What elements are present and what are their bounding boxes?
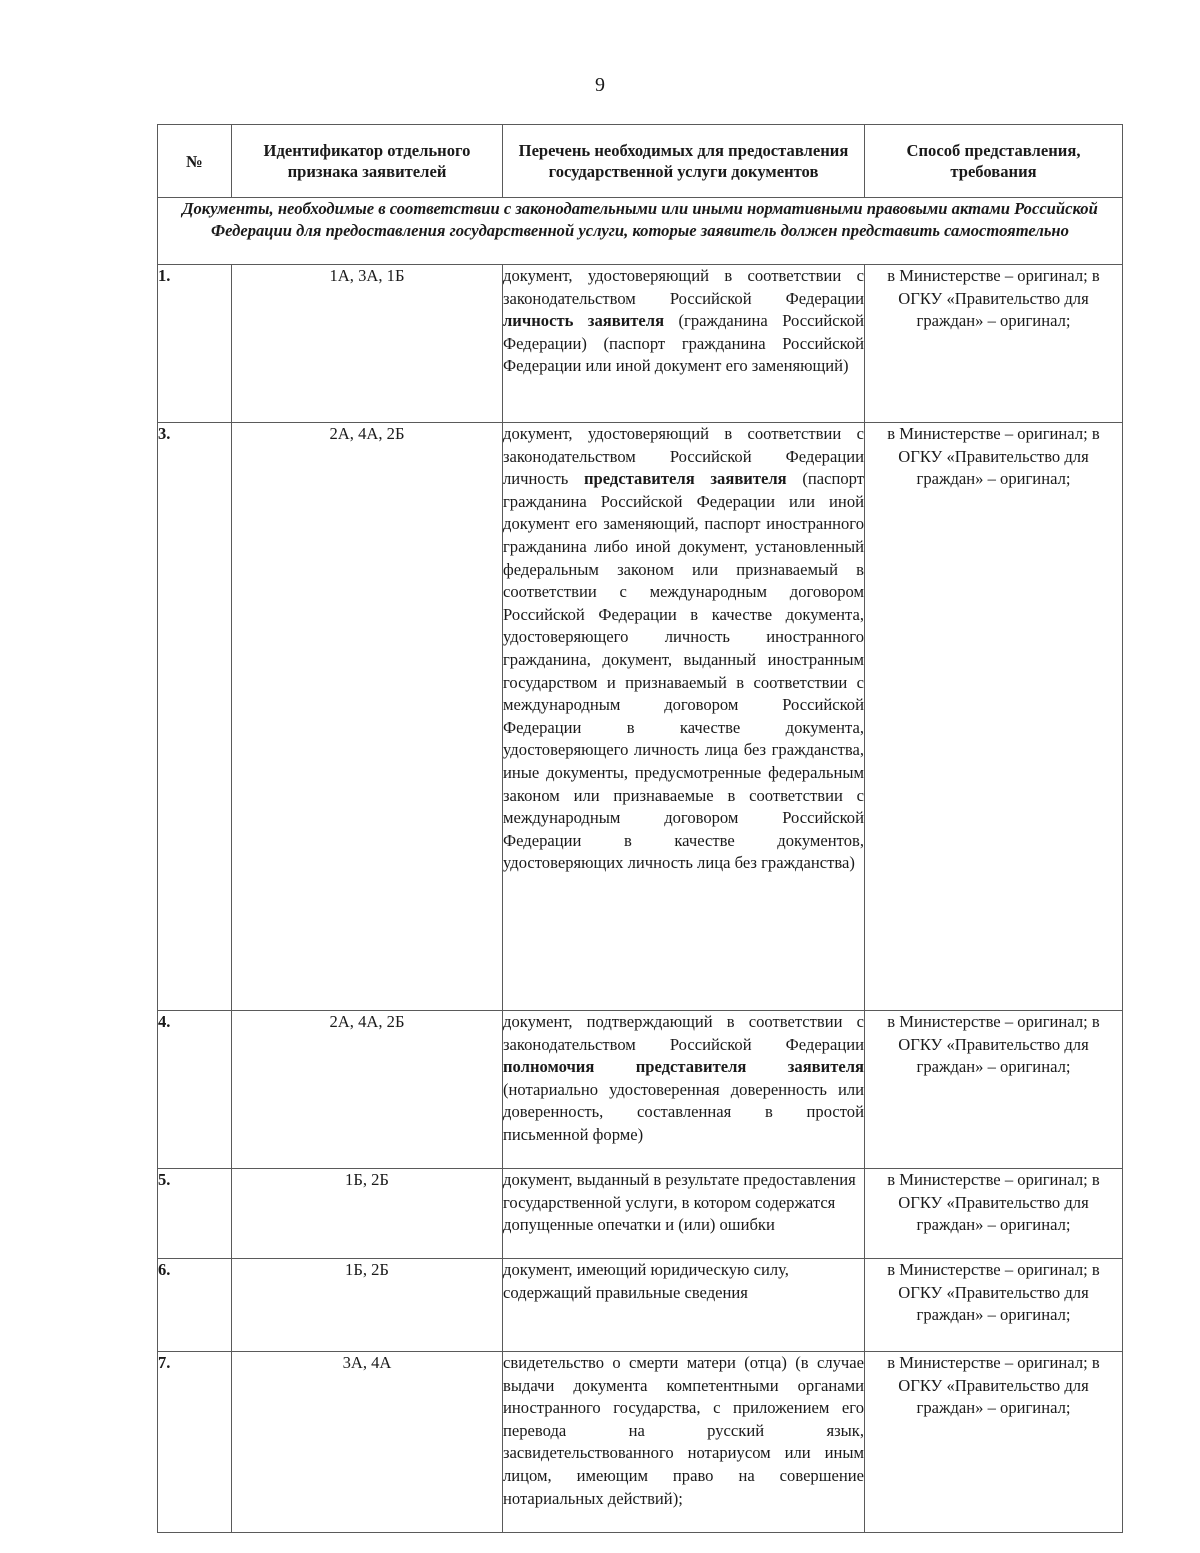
- table-row: [158, 1259, 1123, 1352]
- row-documents-text: (гражданина Российской Федерации) (паспорт гражданина Российской Федерации или иной документ его заменяющий): [503, 311, 864, 376]
- row-method: в Министерстве – оригинал; в ОГКУ «Правительство для граждан» – оригинал;: [865, 1011, 1123, 1169]
- row-num: 6.: [158, 1259, 232, 1352]
- row-documents-text: документ, удостоверяющий в соответствии с законодательством Российской Федерации личность: [503, 424, 864, 489]
- row-method: в Министерстве – оригинал; в ОГКУ «Правительство для граждан» – оригинал;: [865, 1169, 1123, 1259]
- row-documents-text: документ, выданный в результате предоставления государственной услуги, в котором содержатся допущенные опечатки и (или) ошибки: [503, 1170, 856, 1235]
- row-documents: [503, 1259, 865, 1352]
- header-identifier: Идентификатор отдельного признака заявителей: [232, 125, 503, 198]
- table-row: [158, 265, 1123, 423]
- row-documents-text: (паспорт гражданина Российской Федерации или иной документ его заменяющий, паспорт иностранного гражданина либо иной документ, установленный федеральным законом или признаваемый в соответствии с международным договором Российской Федерации в качестве документа, удостоверяющего личность иностранного гражданина, документ, выданный иностранным государством и признаваемый в соответствии с международным договором Российской Федерации в качестве документа, удостоверяющего личность лица без гражданства, иные документы, предусмотренные федеральным законом или признаваемые в соответствии с международным договором Российской Федерации в качестве документов, удостоверяющих личность лица без гражданства): [503, 469, 865, 873]
- row-num: 3.: [158, 423, 232, 1011]
- page-number: 9: [595, 74, 605, 96]
- table-row: [158, 423, 1123, 1011]
- row-method: в Министерстве – оригинал; в ОГКУ «Правительство для граждан» – оригинал;: [865, 423, 1123, 1011]
- row-documents: [503, 1352, 865, 1533]
- section-title: Документы, необходимые в соответствии с законодательными или иными нормативными правовыми актами Российской Федерации для предоставления государственной услуги, которые заявитель должен представить самостоятельно: [158, 198, 1123, 265]
- header-method: Способ представления, требования: [865, 125, 1123, 198]
- row-documents: [503, 1169, 865, 1259]
- row-identifiers: 1Б, 2Б: [232, 1259, 503, 1352]
- row-identifiers: 2А, 4А, 2Б: [232, 423, 503, 1011]
- row-method: в Министерстве – оригинал; в ОГКУ «Правительство для граждан» – оригинал;: [865, 265, 1123, 423]
- row-identifiers: 1Б, 2Б: [232, 1169, 503, 1259]
- row-method: в Министерстве – оригинал; в ОГКУ «Правительство для граждан» – оригинал;: [865, 1259, 1123, 1352]
- table-row: [158, 1011, 1123, 1169]
- row-identifiers: 1А, 3А, 1Б: [232, 265, 503, 423]
- table-row: [158, 1169, 1123, 1259]
- row-documents-bold: полномочия представителя заявителя: [503, 1057, 864, 1077]
- row-documents-text: документ, удостоверяющий в соответствии с законодательством Российской Федерации: [503, 266, 864, 308]
- section-row: [158, 198, 1123, 265]
- row-documents-text: (нотариально удостоверенная доверенность или доверенность, составленная в простой письменной форме): [503, 1079, 864, 1144]
- row-num: 5.: [158, 1169, 232, 1259]
- row-documents-text: свидетельство о смерти матери (отца) (в случае выдачи документа компетентными органами иностранного государства, с приложением его перевода на русский язык, засвидетельствованного нотариусом или иным лицом, имеющим право на совершение нотариальных действий);: [503, 1353, 864, 1508]
- table-row: [158, 1352, 1123, 1533]
- row-identifiers: 2А, 4А, 2Б: [232, 1011, 503, 1169]
- row-num: 1.: [158, 265, 232, 423]
- row-documents-text: документ, имеющий юридическую силу, содержащий правильные сведения: [503, 1260, 789, 1302]
- documents-table: [157, 124, 1123, 1533]
- row-documents: [503, 423, 865, 1011]
- header-num: №: [158, 125, 232, 198]
- row-documents-text: документ, подтверждающий в соответствии с законодательством Российской Федерации: [503, 1012, 864, 1054]
- row-documents-bold: личность заявителя: [503, 311, 665, 331]
- row-documents-bold: представителя заявителя: [584, 469, 787, 489]
- row-num: 4.: [158, 1011, 232, 1169]
- row-identifiers: 3А, 4А: [232, 1352, 503, 1533]
- row-documents: [503, 1011, 865, 1169]
- row-num: 7.: [158, 1352, 232, 1533]
- header-documents: Перечень необходимых для предоставления государственной услуги документов: [503, 125, 865, 198]
- row-method: в Министерстве – оригинал; в ОГКУ «Правительство для граждан» – оригинал;: [865, 1352, 1123, 1533]
- row-documents: [503, 265, 865, 423]
- table-header-row: [158, 125, 1123, 198]
